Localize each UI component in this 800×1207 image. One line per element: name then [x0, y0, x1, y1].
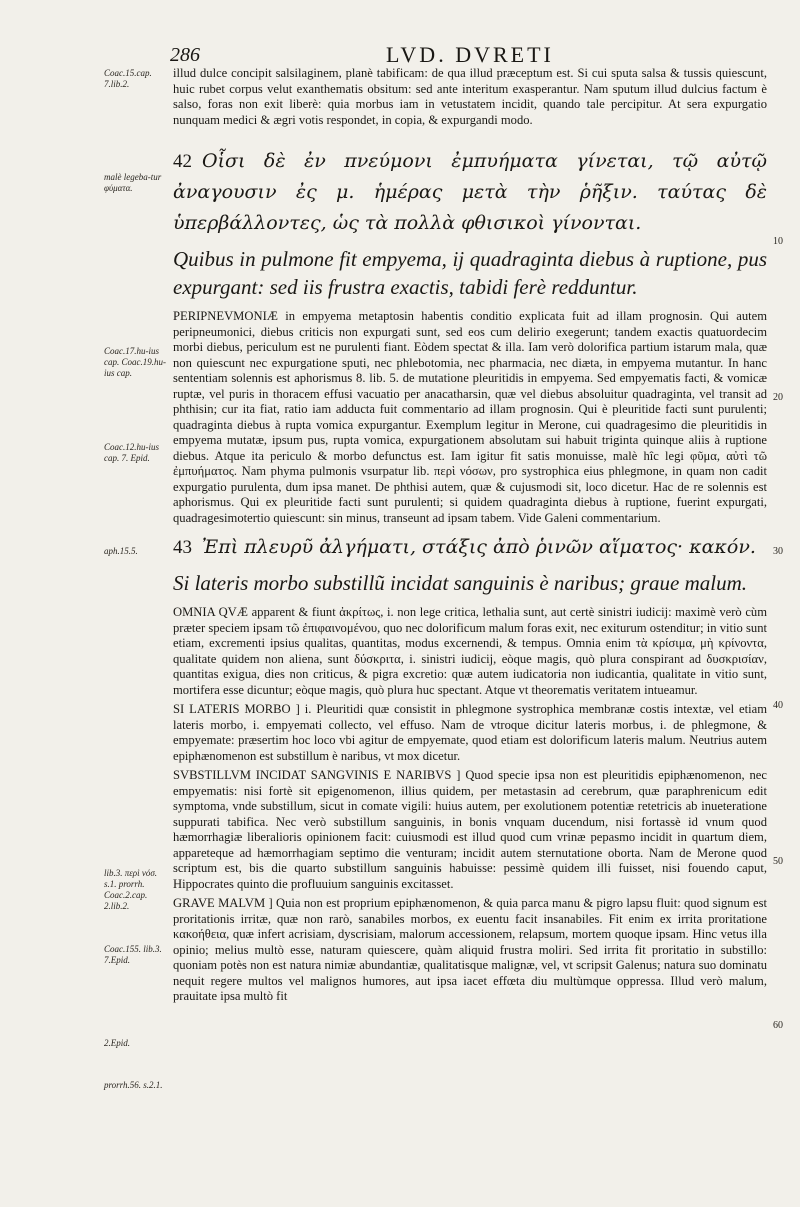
line-number: 20	[773, 392, 783, 403]
margin-note: aph.15.5.	[104, 546, 138, 556]
commentary-43-d: GRAVE MALVM ] Quia non est proprium epiphænomenon, & quia parca manu & pigro lapsu fluit: quod signum est proritationis irritæ, quæ non rarò, sanabiles morbos, ex euentu facit insanabiles. Fit enim ex irrita proritatione κακοήθεια, quæ infert acrisiam, dyscrisiam, malorum accessionem, relapsum, mortem quoque ipsam. Hinc vetus illa opinio; melius multò esse, naturam quiescere, quàm aliquid frustra moliri. Sed irrita fit proritatio in substillo: quoniam potès non est natura nimiæ abundantiæ, qualitatisque malignæ, vel, vt scripsit Galenus; natura suo dominatu nequit regere multos vel malignos humores, aut ipsa iacet effœta diu multùmque oppressa. Illud verò malum, prauitate ipsa multò fit	[173, 896, 767, 1003]
commentary-43-a: OMNIA QVÆ apparent & fiunt ἀκρίτως, i. non lege critica, lethalia sunt, aut certè sinistri iudicij: maximè verò cùm præter speciem ipsam τῶ ἐπιφαινομένου, quo nec dolorificum malum foras exit, nec exiturum ostenditur; in vitio sunt etiam, excrementi ipsius qualitas, quantitas, modus excernendi, & tempus. Omnia enim τὰ κρίσιμα, μὴ κρίνοντα, qualitate quidem non aliena, sunt δύσκριτα, i. sinistri iudicij, eòque magis, quò plura conspirant ad δυσκρισίαν, quantitas exigua, dies non criticus, & pigra excretio: quæ autem iudicatoria non iudicantia, qualitate in vitio sunt, mortifera esse dicuntur; eòque magis, quò plura huc spectant. Atque vt theorematis veritatem intueamur.	[173, 605, 767, 697]
section-42-greek	[173, 146, 767, 239]
running-head: LVD. DVRETI	[386, 42, 554, 67]
section-number: 43	[173, 537, 192, 558]
margin-note: 2.Epid.	[104, 1038, 130, 1048]
section-43-latin: Si lateris morbo substillũ incidat sanguinis è naribus; graue malum.	[173, 571, 748, 595]
paragraph-continuation: illud dulce concipit salsilaginem, planè tabificam: de qua illud præceptum est. Si cui sputa salsa & tussis quiescunt, huic rubet corpus velut exanthematis obsitum: sed ante interitum exasperantur. Nam sputum illud dulcius factum è salso, foras non exit liberè: quia morbus iam in vetustatem incidit, quando tale percipitur. At sera expurgatio nunquam medici & ægri votis respondet, in copia, & expurgandi modo.	[173, 66, 767, 127]
section-number: 42	[173, 151, 192, 172]
margin-note: Coac.17.hu-ius cap. Coac.19.hu-ius cap.	[104, 346, 166, 378]
margin-note: malè legeba-tur φύματα.	[104, 172, 162, 193]
margin-note: Coac.155. lib.3. 7.Epid.	[104, 944, 162, 965]
commentary-43-c: SVBSTILLVM INCIDAT SANGVINIS E NARIBVS ] Quod specie ipsa non est pleuritidis epiphænomenon, nec empyematis: nisi fortè sit epigenomenon, illius quidem, per metastasin ad cerebrum, quæ paraphrenicum edit symptoma, vnde substillum, sicut in comate vigili: huius autem, per exolutionem potentiæ retetricis ab inueteratione suppurati tabifica. Nec verò substillum sanguinis, in bonis vnquam ducendum, nisi fortassè id vnum quod hæmorrhagiæ liberalioris opinionem facit: cuiusmodi est illud quod cum vrinæ pepasmo incidit in quartum diem, appareteque ad hæmorrhagiam septimo die venturam; incidit autem sternutatione oborta. Nam de Merone quod scriptum est, bis die quarto substillum sanguinis habuisse: pessimè quidem illi fuisset, nisi fouendo caput, Hippocrates quinto die profluuium sanguinis excitasset.	[173, 768, 767, 891]
section-42-latin: Quibus in pulmone fit empyema, ij quadraginta diebus à ruptione, pus expurgant: sed iis frustra exactis, tabidi ferè redduntur.	[173, 247, 767, 299]
line-number: 10	[773, 236, 783, 247]
line-number: 50	[773, 856, 783, 867]
margin-note: Coac.15.cap. 7.lib.2.	[104, 68, 152, 89]
greek-text: Ἐπὶ πλευρῦ ἀλγήματι, στάξις ἀπὸ ῥινῶν αἵματος· κακόν.	[202, 536, 756, 558]
main-text	[173, 66, 767, 1009]
commentary-42: PERIPNEVMONIÆ in empyema metaptosin habentis conditio explicata fuit ad illam prognosin. Qui autem peripneumonici, diebus criticis non expurgati sunt, sed eos cum delirio exegerunt; tandem exactis quatuordecim morbi diebus, periculum est ne purulenti fiant. Eòdem spectat & illa. Iam verò dolorifica partium istarum mala, quæ non quiescunt nec expurgatione sputi, nec phlebotomia, nec pharmacia, nec diæta, in empyema mutantur. In hanc sententiam solennis est aphorismus 8. lib. 5. de mutatione pleuritidis in empyema. Sed empyematis facti, & vomicæ ruptæ, vel puris in thoracem effusi vacuatio per anacatharsin, quæ vel diebus absoluitur quadraginta, vel transit ad phthisin; cur ita fiat, ratio iam adducta fuit commentario ad illam prognosin. Qui è pleuritide facti sunt purulenti; quadraginta diebus à rupta vomica expurgantur. Exemplum legitur in Merone, cui quadragesimo die pleuritidis in empyema mutatæ, ipsum pus, rupta vomica, expurgationem absolutam sui habuit triginta quinque aliis à ruptione diebus. Atque ita periculo & morbo defunctus est. Iam igitur fit satis monuisse, malè hîc legi φῦμα, αὐτὶ τῶ ἐμπυήματος. Nam phyma pulmonis vsurpatur lib. περὶ νόσων, pro systrophica eius phlegmone, in quam non cadit expurgatio purulenta, dum ipsa manet. De phthisi autem, quæ & cujusmodi sit, loco dicetur. Hac de re solennis est aphorismus. Qui ex pleuritide facti sunt purulenti; si quidem quadraginta diebus à ruptione, fuerint expurgati, quadragesimotertio quiescunt: sin minus, transeunt ad ipsam tabem. Vide Galeni commentarium.	[173, 309, 767, 525]
line-number: 60	[773, 1020, 783, 1031]
commentary-43-b: SI LATERIS MORBO ] i. Pleuritidi quæ consistit in phlegmone systrophica membranæ costis intextæ, vel etiam lateris morbo, i. empyemati collecto, vel effuso. Nam de vtroque dicitur lateris morbus, i. de phlegmone, & empyemate: præsertim hoc loco vbi agitur de empyemate, quod etiam est dolorificum lateris malum. Neutrius autem epiphænomenon est substillum è naribus, vt mox dicetur.	[173, 702, 767, 763]
margin-note: Coac.12.hu-ius cap. 7. Epid.	[104, 442, 159, 463]
line-number: 40	[773, 700, 783, 711]
page-number: 286	[170, 44, 200, 66]
margin-note: lib.3. περὶ νόσ. s.1. prorrh. Coac.2.cap. 2.lib.2.	[104, 868, 158, 911]
line-number: 30	[773, 546, 783, 557]
page-header	[170, 44, 770, 68]
section-43-greek	[173, 532, 767, 563]
margin-note: prorrh.56. s.2.1.	[104, 1080, 163, 1090]
greek-text: Οἷσι δὲ ἐν πνεύμονι ἐμπυήματα γίνεται, τῷ αὐτῷ ἀναγουσιν ἐς μ. ἡμέρας μετὰ τὴν ῥῆξιν. ταύτας δὲ ὑπερβάλλοντες, ὡς τὰ πολλὰ φθισικοὶ γίνονται.	[173, 150, 767, 234]
